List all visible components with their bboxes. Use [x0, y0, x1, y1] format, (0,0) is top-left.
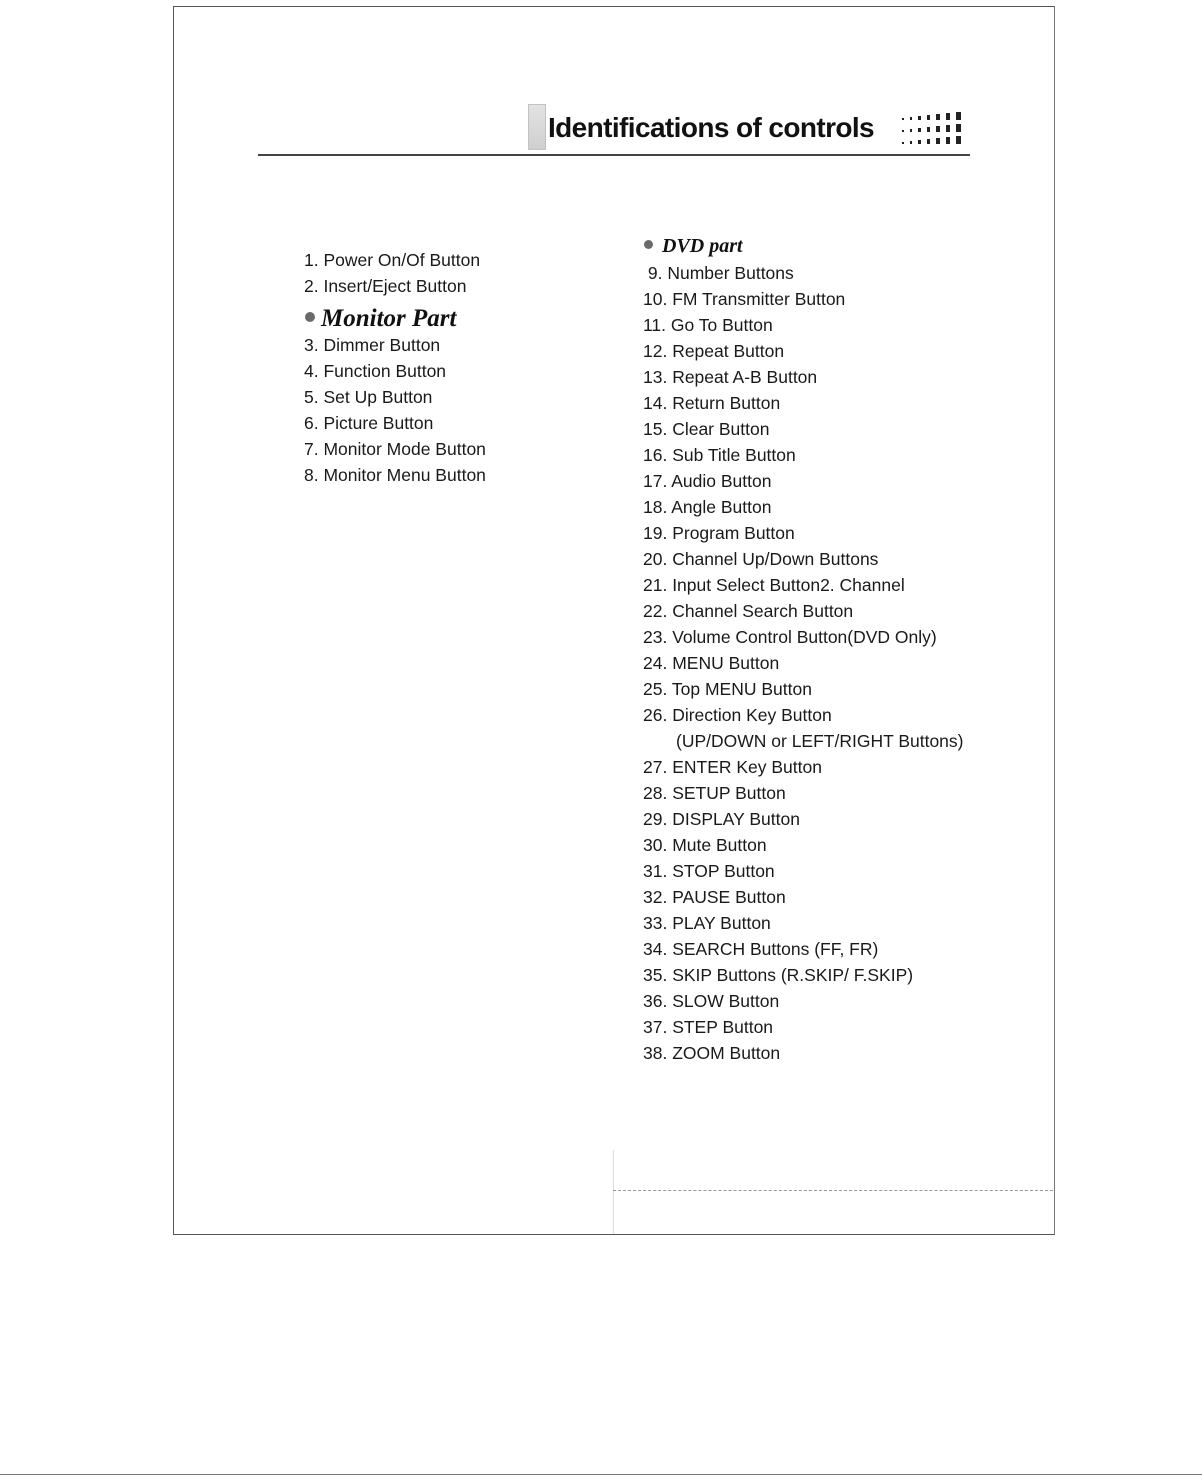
list-item: 28. SETUP Button: [643, 783, 786, 803]
footer-divider-vertical: [613, 1150, 614, 1234]
list-item: 1. Power On/Of Button: [304, 250, 481, 270]
list-item: 24. MENU Button: [643, 653, 780, 673]
general-controls-list: [304, 247, 480, 299]
dvd-controls-list: [643, 260, 964, 1066]
list-item: 12. Repeat Button: [643, 341, 785, 361]
list-item: 27. ENTER Key Button: [643, 757, 822, 777]
list-item: 18. Angle Button: [643, 497, 772, 517]
list-item: 3. Dimmer Button: [304, 335, 441, 355]
list-item: 5. Set Up Button: [304, 387, 433, 407]
list-item: 19. Program Button: [643, 523, 795, 543]
list-item: 4. Function Button: [304, 361, 447, 381]
dvd-heading-text: DVD part: [662, 235, 743, 257]
bullet-icon: [305, 312, 315, 322]
page-bottom-edge: [0, 1474, 1202, 1475]
list-item: 33. PLAY Button: [643, 913, 771, 933]
list-item: 8. Monitor Menu Button: [304, 465, 486, 485]
list-item: 35. SKIP Buttons (R.SKIP/ F.SKIP): [643, 965, 914, 985]
footer-divider: [613, 1190, 1053, 1191]
list-item: 17. Audio Button: [643, 471, 772, 491]
list-item: 34. SEARCH Buttons (FF, FR): [643, 939, 879, 959]
list-item-continuation: (UP/DOWN or LEFT/RIGHT Buttons): [676, 731, 964, 751]
list-item: 9. Number Buttons: [643, 263, 794, 283]
list-item: 7. Monitor Mode Button: [304, 439, 486, 459]
list-item: 13. Repeat A-B Button: [643, 367, 818, 387]
list-item: 23. Volume Control Button(DVD Only): [643, 627, 937, 647]
header-rule: [258, 154, 970, 156]
list-item: 32. PAUSE Button: [643, 887, 786, 907]
list-item: 29. DISPLAY Button: [643, 809, 800, 829]
monitor-section-heading: [305, 305, 456, 333]
decorative-dots-icon: [900, 108, 972, 150]
list-item: 30. Mute Button: [643, 835, 767, 855]
list-item: 37. STEP Button: [643, 1017, 774, 1037]
list-item: 11. Go To Button: [643, 315, 773, 335]
list-item: 22. Channel Search Button: [643, 601, 854, 621]
list-item: 20. Channel Up/Down Buttons: [643, 549, 879, 569]
list-item: 31. STOP Button: [643, 861, 775, 881]
title-accent-bar: [528, 104, 546, 150]
monitor-controls-list: [304, 332, 486, 488]
page-title: Identifications of controls: [548, 112, 875, 143]
list-item: 6. Picture Button: [304, 413, 434, 433]
list-item: 25. Top MENU Button: [643, 679, 812, 699]
list-item: 15. Clear Button: [643, 419, 770, 439]
list-item: 21. Input Select Button2. Channel: [643, 575, 905, 595]
list-item: 38. ZOOM Button: [643, 1043, 781, 1063]
list-item: 2. Insert/Eject Button: [304, 276, 467, 296]
monitor-heading-text: Monitor Part: [321, 305, 457, 332]
dvd-section-heading: [644, 235, 743, 258]
list-item: 14. Return Button: [643, 393, 781, 413]
list-item: 26. Direction Key Button: [643, 705, 832, 725]
list-item: 36. SLOW Button: [643, 991, 780, 1011]
list-item: 10. FM Transmitter Button: [643, 289, 846, 309]
list-item: 16. Sub Title Button: [643, 445, 796, 465]
bullet-icon: [644, 240, 653, 249]
